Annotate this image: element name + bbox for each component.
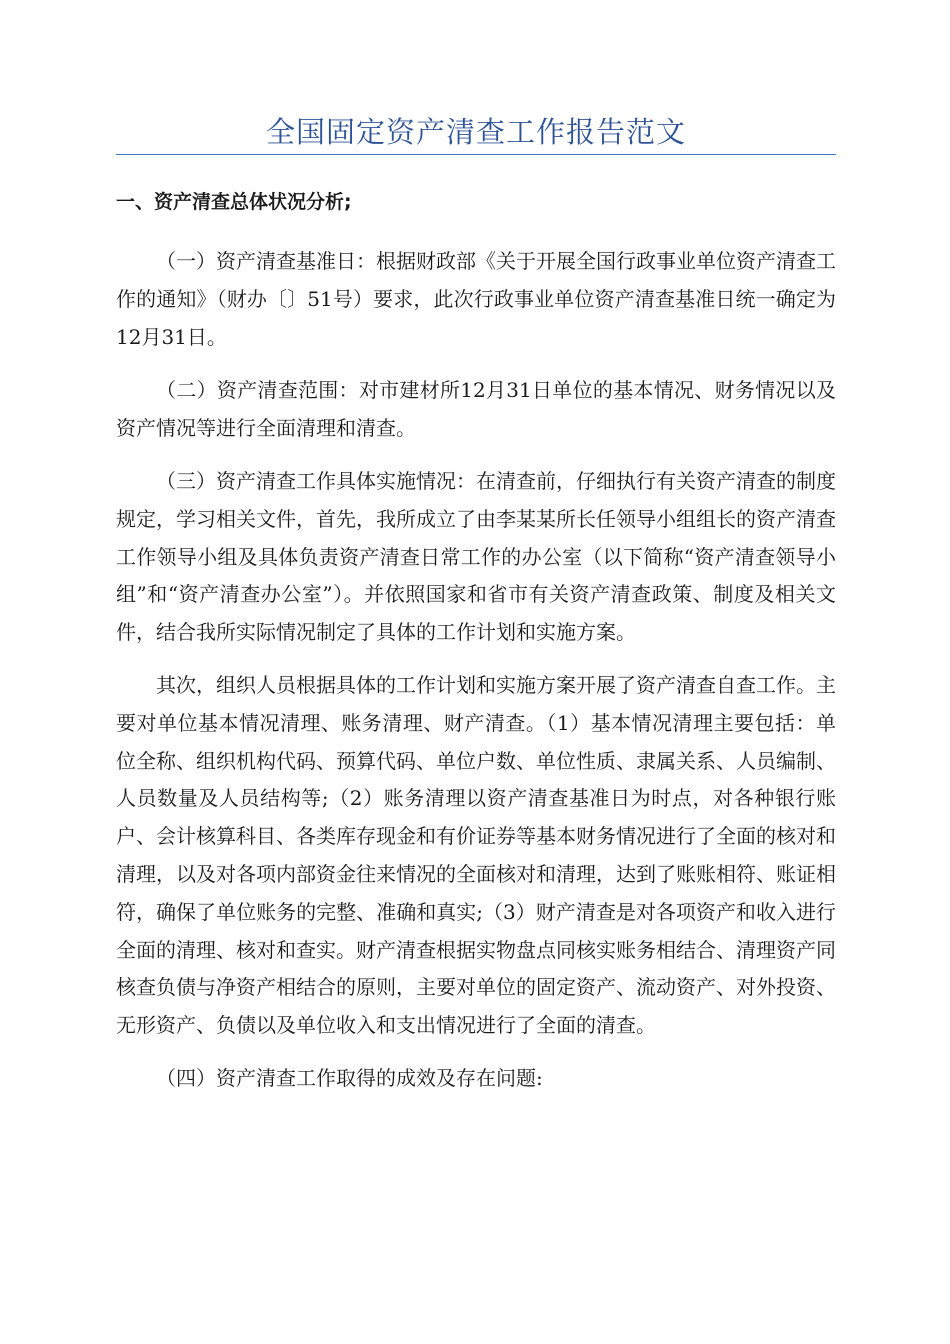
paragraph-scope: （二）资产清查范围：对市建材所12月31日单位的基本情况、财务情况以及资产情况等进行全面清理和清查。 <box>116 378 836 441</box>
document-title: 全国固定资产清查工作报告范文 <box>265 115 686 149</box>
paragraph-implementation: （三）资产清查工作具体实施情况：在清查前，仔细执行有关资产清查的制度规定，学习相关文件，首先，我所成立了由李某某所长任领导小组组长的资产清查工作领导小组及具体负责资产清查日常工作的办公室（以下简称“资产清查领导小组”和“资产清查办公室”）。并依照国家和省市有关资产清查政策、制度及相关文件，结合我所实际情况制定了具体的工作计划和实施方案。 <box>116 468 836 645</box>
paragraph-self-inspection: 其次，组织人员根据具体的工作计划和实施方案开展了资产清查自查工作。主要对单位基本情况清理、账务清理、财产清查。（1）基本情况清理主要包括：单位全称、组织机构代码、预算代码、单位户数、单位性质、隶属关系、人员编制、人员数量及人员结构等;（2）账务清理以资产清查基准日为时点，对各种银行账户、会计核算科目、各类库存现金和有价证券等基本财务情况进行了全面的核对和清理，以及对各项内部资金往来情况的全面核对和清理，达到了账账相符、账证相符，确保了单位账务的完整、准确和真实;（3）财产清查是对各项资产和收入进行全面的清理、核对和查实。财产清查根据实物盘点同核实账务相结合、清理资产同核查负债与净资产相结合的原则，主要对单位的固定资产、流动资产、对外投资、无形资产、负债以及单位收入和支出情况进行了全面的清查。 <box>116 672 836 1038</box>
document-page <box>116 112 836 1098</box>
section-heading: 一、资产清查总体状况分析; <box>116 191 352 213</box>
title-underline <box>116 154 836 155</box>
paragraph-results-issues: （四）资产清查工作取得的成效及存在问题: <box>156 1065 543 1090</box>
paragraph-baseline-date: （一）资产清查基准日：根据财政部《关于开展全国行政事业单位资产清查工作的通知》（财办〔〕51号）要求，此次行政事业单位资产清查基准日统一确定为12月31日。 <box>116 249 836 349</box>
